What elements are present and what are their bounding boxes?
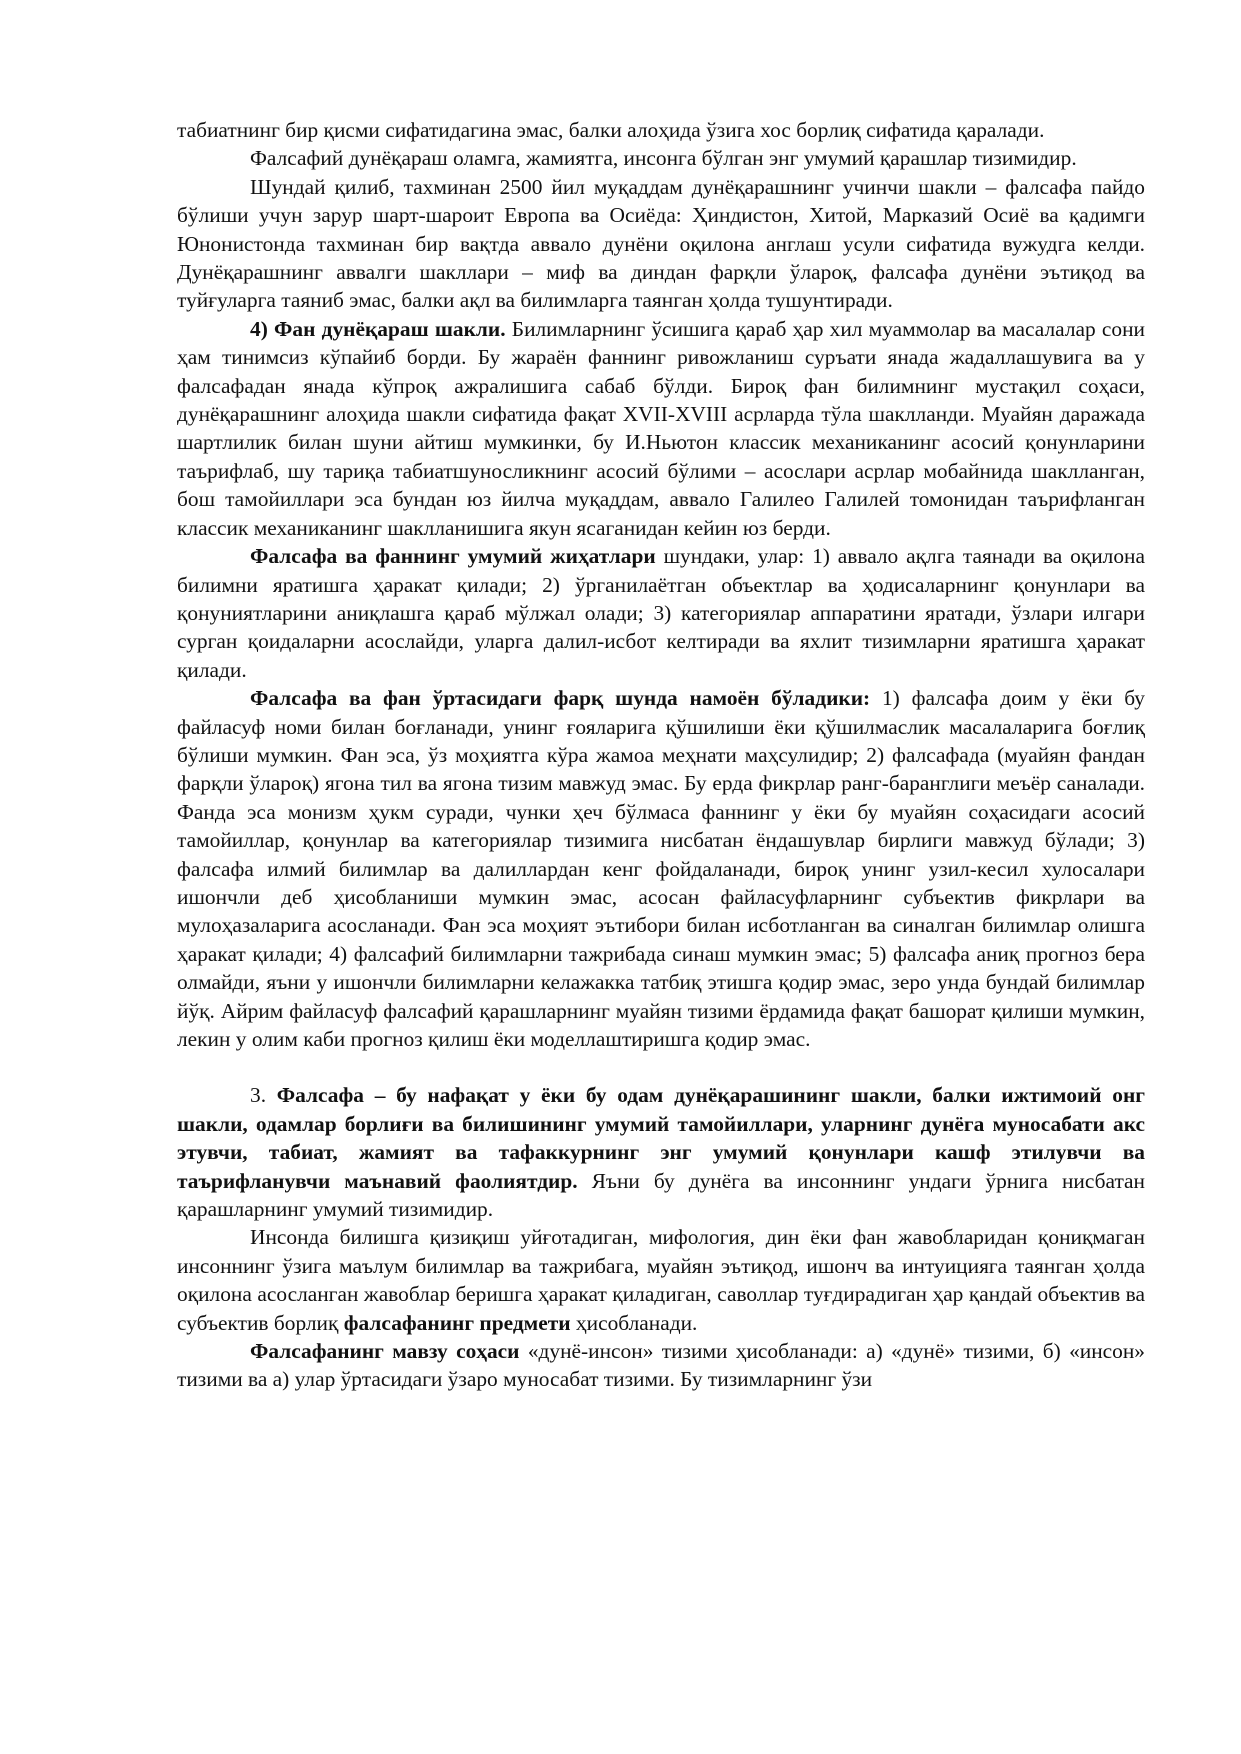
paragraph-8 (177, 1223, 1145, 1337)
section-number: 3. (250, 1083, 277, 1108)
paragraph-7 (177, 1081, 1145, 1223)
bold-heading: 4) Фан дунёқараш шакли. (250, 316, 506, 341)
text-span: ҳисобланади. (570, 1310, 698, 1335)
text-span: 1) фалсафа доим у ёки бу файласуф номи билан боғланади, унинг ғояларига қўшилиши ёки қўшилмаслик масалаларига боғлиқ бўлиши мумкин. Фан эса, ўз моҳиятга кўра жамоа меҳнати маҳсулидир; 2) фалсафада (муайян фандан фарқли ўлароқ) ягона тил ва ягона тизим мавжуд эмас. Бу ерда фикрлар ранг-баранглиги меъёр саналади. Фанда эса монизм ҳукм суради, чунки ҳеч бўлмаса фаннинг у ёки бу муайян соҳасидаги асосий тамойиллар, қонунлар ва категориялар тизимига нисбатан ёндашувлар бирлиги мавжуд бўлади; 3) фалсафа илмий билимлар ва далиллардан кенг фойдаланади, бироқ унинг узил-кесил хулосалари ишончли деб ҳисобланиши мумкин эмас, асосан файласуфларнинг субъектив фикрлари ва мулоҳазаларига асосланади. Фан эса моҳият эътибори билан исботланган ва синалган билимлар олишга ҳаракат қилади; 4) фалсафий билимларни тажрибада синаш мумкин эмас; 5) фалсафа аниқ прогноз бера олмайди, яъни у ишончли билимларни келажакка татбиқ этишга қодир эмас, зеро унда бундай билимлар йўқ. Айрим файласуф фалсафий қарашларнинг муайян тизими ёрдамида фақат башорат қилиши мумкин, лекин у олим каби прогноз қилиш ёки моделлаштиришга қодир эмас. (177, 686, 1145, 1051)
bold-term: фалсафанинг предмети (343, 1310, 571, 1335)
paragraph-3 (177, 173, 1145, 315)
text-span: «дунё-инсон» тизими ҳисобланади: а) «дунё» тизими, б) «инсон» тизими ва а) улар ўртасидаги ўзаро муносабат тизими. Бу тизимларнинг ўзи (177, 1339, 1145, 1392)
text-span: Яъни бу дунёга ва инсоннинг ундаги ўрнига нисбатан қарашларнинг умумий тизимидир. (177, 1168, 1145, 1222)
paragraph-4 (177, 315, 1145, 542)
document-page (177, 116, 1145, 1394)
paragraph-2 (177, 144, 1145, 172)
text-span: шундаки, улар: 1) аввало ақлга таянади ва оқилона билимни яратишга ҳаракат қилади; 2) ўрганилаётган объектлар ва ҳодисаларнинг қонунлари ва қонуниятларини аниқлашга қараб мўлжал олади; 3) категориялар аппаратини яратади, ўзлари илгари сурган қоидаларни асослайди, уларга далил-исбот келтиради ва яхлит тизимларни яратишга ҳаракат қилади. (177, 544, 1145, 682)
bold-heading: Фалсафа ва фаннинг умумий жиҳатлари (250, 544, 656, 569)
text-span: Билимларнинг ўсишига қараб ҳар хил муаммолар ва масалалар сони ҳам тинимсиз кўпайиб борди. Бу жараён фаннинг ривожланиш суръати янада жадаллашувига ва у фалсафадан янада кўпроқ ажралишига сабаб бўлди. Бироқ фан билимнинг мустақил соҳаси, дунёқарашнинг алоҳида шакли сифатида фақат XVII-XVIII асрларда тўла шаклланди. Муайян даражада шартлилик билан шуни айтиш мумкинки, бу И.Ньютон классик механиканинг асосий қонунларини таърифлаб, шу тариқа табиатшуносликнинг асосий бўлими – асослари асрлар мобайнида шаклланган, бош тамойиллари эса бундан юз йилча муқаддам, аввало Галилео Галилей томонидан таърифланган классик механиканинг шаклланишига якун ясаганидан кейин юз берди. (177, 316, 1145, 540)
text-span: табиатнинг бир қисми сифатидагина эмас, балки алоҳида ўзига хос борлиқ сифатида қаралади. (177, 118, 1045, 142)
bold-definition: Фалсафа – бу нафақат у ёки бу одам дунёқарашининг шакли, балки ижтимоий онг шакли, одамлар борлиғи ва билишининг умумий тамойиллари, уларнинг дунёга муносабати акс этувчи, табиат, жамият ва тафаккурнинг энг умумий қонунлари кашф этилувчи ва таърифланувчи маънавий фаолиятдир. (177, 1083, 1145, 1193)
bold-heading: Фалсафа ва фан ўртасидаги фарқ шунда намоён бўладики: (250, 686, 871, 711)
paragraph-5 (177, 542, 1145, 684)
paragraph-6 (177, 684, 1145, 1053)
bold-term: Фалсафанинг мавзу соҳаси (250, 1339, 520, 1364)
text-span: Шундай қилиб, тахминан 2500 йил муқаддам дунёқарашнинг учинчи шакли – фалсафа пайдо бўлиши учун зарур шарт-шароит Европа ва Осиёда: Ҳиндистон, Хитой, Марказий Осиё ва қадимги Юнонистонда тахминан бир вақтда аввало дунёни оқилона англаш усули сифатида вужудга келди. Дунёқарашнинг аввалги шакллари – миф ва диндан фарқли ўлароқ, фалсафа дунёни эътиқод ва туйғуларга таяниб эмас, балки ақл ва билимларга таянган ҳолда тушунтиради. (177, 174, 1145, 313)
paragraph-gap (177, 1053, 1145, 1081)
text-span: Инсонда билишга қизиқиш уйғотадиган, мифология, дин ёки фан жавобларидан қониқмаган инсоннинг ўзига маълум билимлар ва тажрибага, муайян эътиқод, ишонч ва интуицияга таянган ҳолда оқилона асосланган жавоблар беришга ҳаракат қиладиган, саволлар туғдирадиган ҳар қандай объектив ва субъектив борлиқ (177, 1225, 1145, 1335)
text-span: Фалсафий дунёқараш оламга, жамиятга, инсонга бўлган энг умумий қарашлар тизимидир. (250, 146, 1077, 171)
paragraph-1 (177, 116, 1145, 144)
paragraph-9 (177, 1337, 1145, 1394)
